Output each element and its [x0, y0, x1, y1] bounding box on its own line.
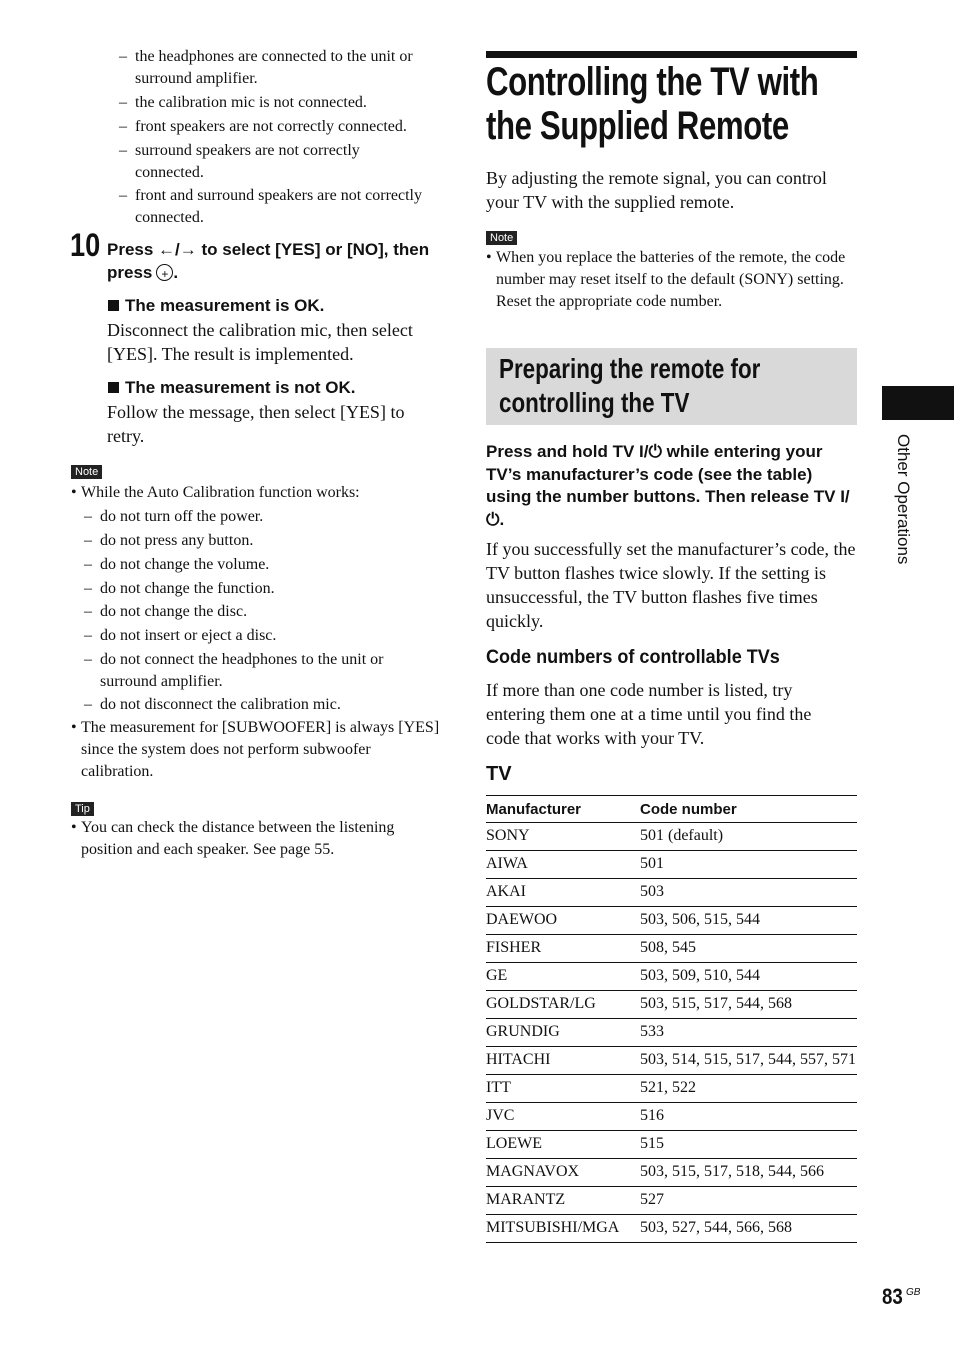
page-number-suffix: GB	[906, 1287, 921, 1298]
note-tag: Note	[71, 465, 102, 479]
measurement-ok-text: Disconnect the calibration mic, then select [YES]. The result is implemented.	[107, 320, 413, 364]
title-rule	[486, 51, 857, 58]
code-number-cell: 503, 514, 515, 517, 544, 557, 571	[640, 1047, 857, 1075]
code-number-cell: 503	[640, 879, 857, 907]
manufacturer-cell: HITACHI	[486, 1047, 640, 1075]
manufacturer-cell: AKAI	[486, 879, 640, 907]
page-title	[486, 60, 818, 148]
table-row	[486, 1131, 857, 1159]
tv-heading: TV	[486, 763, 512, 785]
step-line-2-text: press	[107, 263, 153, 282]
code-number-cell: 503, 527, 544, 566, 568	[640, 1215, 857, 1243]
table-row	[486, 963, 857, 991]
measurement-ok-heading-text: The measurement is OK.	[125, 296, 325, 315]
manufacturer-cell: SONY	[486, 823, 640, 851]
list-item: – the calibration mic is not connected.	[119, 92, 444, 114]
manufacturer-cell: MARANTZ	[486, 1187, 640, 1215]
list-item: • You can check the distance between the listening position and each speaker. See page 55.	[71, 817, 431, 861]
list-item: – do not insert or eject a disc.	[71, 625, 443, 647]
code-number-cell: 508, 545	[640, 935, 857, 963]
list-item: – do not change the disc.	[71, 601, 443, 623]
table-row	[486, 851, 857, 879]
intro-text: By adjusting the remote signal, you can control your TV with the supplied remote.	[486, 168, 827, 212]
list-item: – surround speakers are not correctly connected.	[119, 140, 385, 184]
code-number-cell: 533	[640, 1019, 857, 1047]
list-item: – front and surround speakers are not correctly connected.	[119, 185, 444, 229]
table-row	[486, 1075, 857, 1103]
manufacturer-cell: FISHER	[486, 935, 640, 963]
section-heading-line-2: controlling the TV	[499, 387, 690, 418]
step-line-1: Press ←/→ to select [YES] or [NO], then	[107, 240, 430, 259]
code-number-cell: 521, 522	[640, 1075, 857, 1103]
code-number-cell: 516	[640, 1103, 857, 1131]
remote-note-list	[486, 247, 856, 313]
manufacturer-cell: LOEWE	[486, 1131, 640, 1159]
list-item: – do not turn off the power.	[71, 506, 443, 528]
list-item: • The measurement for [SUBWOOFER] is always [YES] since the system does not perform subwoofer calibration.	[71, 717, 443, 783]
note-tag: Note	[486, 231, 517, 245]
table-row	[486, 1187, 857, 1215]
code-number-cell: 503, 515, 517, 518, 544, 566	[640, 1159, 857, 1187]
manufacturer-cell: GE	[486, 963, 640, 991]
column-header-manufacturer: Manufacturer	[486, 796, 640, 823]
page-title-line-2: the Supplied Remote	[486, 104, 789, 148]
table-row	[486, 1159, 857, 1187]
list-item: • While the Auto Calibration function works:	[71, 482, 443, 504]
measurement-ok-heading	[108, 295, 324, 317]
list-item: – do not disconnect the calibration mic.	[71, 694, 443, 716]
table-row	[486, 991, 857, 1019]
square-bullet-icon	[108, 382, 119, 393]
list-item: – do not press any button.	[71, 530, 443, 552]
table-row	[486, 935, 857, 963]
code-numbers-heading: Code numbers of controllable TVs	[486, 647, 780, 668]
manufacturer-cell: AIWA	[486, 851, 640, 879]
page-number: 83	[882, 1284, 903, 1309]
code-number-cell: 501 (default)	[640, 823, 857, 851]
step-number: 10	[70, 227, 101, 263]
code-number-cell: 515	[640, 1131, 857, 1159]
table-row	[486, 1103, 857, 1131]
list-item: • When you replace the batteries of the remote, the code number may reset itself to the default (SONY) setting. Reset the appropriate code number.	[486, 247, 856, 313]
manufacturer-cell: MAGNAVOX	[486, 1159, 640, 1187]
setup-result-text: If you successfully set the manufacturer’s code, the TV button flashes twice slowly. If the setting is unsuccessful, the TV button flashes five times quickly.	[486, 539, 856, 631]
tip-list	[71, 817, 431, 861]
note-list	[71, 482, 443, 783]
step-line-2-end: .	[173, 263, 179, 282]
enter-button-icon	[156, 264, 173, 281]
measurement-not-ok-heading-text: The measurement is not OK.	[125, 378, 356, 397]
section-heading-line-1: Preparing the remote for	[499, 353, 761, 384]
section-heading	[499, 352, 760, 420]
table-row	[486, 1047, 857, 1075]
square-bullet-icon	[108, 300, 119, 311]
list-item: – do not connect the headphones to the unit or surround amplifier.	[71, 649, 415, 693]
setup-instruction: Press and hold TV I/⏻ while entering your TV’s manufacturer’s code (see the table) using the number buttons. Then release TV I/⏻.	[486, 442, 850, 529]
manufacturer-cell: JVC	[486, 1103, 640, 1131]
manufacturer-cell: GRUNDIG	[486, 1019, 640, 1047]
section-tab-marker	[882, 386, 954, 420]
manufacturer-cell: GOLDSTAR/LG	[486, 991, 640, 1019]
list-item: – front speakers are not correctly connected.	[119, 116, 444, 138]
table-row	[486, 1215, 857, 1243]
manufacturer-cell: DAEWOO	[486, 907, 640, 935]
measurement-not-ok-text: Follow the message, then select [YES] to retry.	[107, 402, 405, 446]
code-number-cell: 503, 509, 510, 544	[640, 963, 857, 991]
section-side-label: Other Operations	[894, 434, 913, 565]
column-header-code-number: Code number	[640, 796, 857, 823]
tv-code-table	[486, 795, 857, 1243]
list-item: – do not change the function.	[71, 578, 443, 600]
code-number-cell: 503, 506, 515, 544	[640, 907, 857, 935]
table-body	[486, 823, 857, 1243]
measurement-not-ok-heading	[108, 377, 356, 399]
code-number-cell: 501	[640, 851, 857, 879]
page-title-line-1: Controlling the TV with	[486, 60, 819, 104]
code-number-cell: 503, 515, 517, 544, 568	[640, 991, 857, 1019]
step-line-2	[107, 261, 447, 284]
code-numbers-intro: If more than one code number is listed, try entering them one at a time until you find the code that works with your TV.	[486, 680, 812, 748]
list-item: – do not change the volume.	[71, 554, 443, 576]
manufacturer-cell: ITT	[486, 1075, 640, 1103]
table-row	[486, 879, 857, 907]
manufacturer-cell: MITSUBISHI/MGA	[486, 1215, 640, 1243]
table-row	[486, 907, 857, 935]
table-row	[486, 823, 857, 851]
tip-tag: Tip	[71, 802, 94, 816]
table-row	[486, 1019, 857, 1047]
list-item: – the headphones are connected to the unit or surround amplifier.	[119, 46, 444, 90]
error-conditions-list	[119, 46, 444, 229]
code-number-cell: 527	[640, 1187, 857, 1215]
table-header-row	[486, 796, 857, 823]
step-instruction	[107, 238, 447, 284]
